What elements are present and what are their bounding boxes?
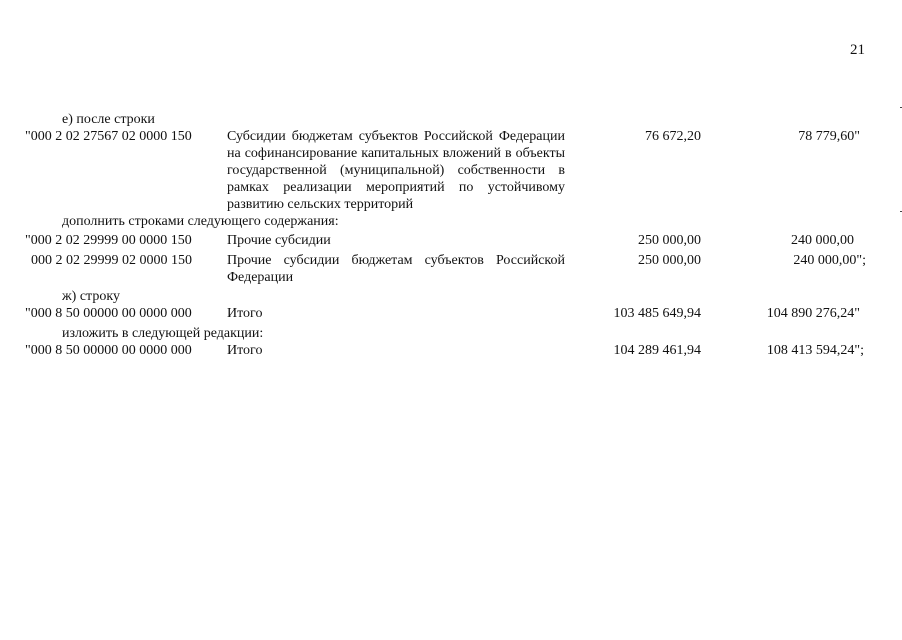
table-row (0, 305, 902, 322)
table-row (0, 252, 902, 286)
section-intro-add: дополнить строками следующего содержания: (62, 214, 339, 229)
budget-item-name: Прочие субсидии бюджетам субъектов Российской Федерации (227, 253, 565, 285)
page-number: 21 (850, 42, 865, 58)
budget-item-name: Итого (227, 343, 263, 358)
budget-code: "000 2 02 27567 02 0000 150 (25, 129, 192, 144)
section-intro-e: е) после строки (62, 112, 155, 127)
budget-item-name: Прочие субсидии (227, 233, 331, 248)
budget-code: 000 2 02 29999 02 0000 150 (31, 253, 192, 268)
section-intro-edit: изложить в следующей редакции: (62, 326, 264, 341)
amount-year-1: 250 000,00 (638, 233, 701, 248)
table-row (0, 342, 902, 359)
table-row (0, 128, 902, 213)
amount-year-1: 104 289 461,94 (613, 343, 701, 358)
amount-year-1: 76 672,20 (645, 129, 701, 144)
budget-item-name: Итого (227, 306, 263, 321)
amount-year-2: 104 890 276,24" (766, 306, 860, 321)
amount-year-1: 103 485 649,94 (613, 306, 701, 321)
budget-code: "000 8 50 00000 00 0000 000 (25, 306, 192, 321)
table-row (0, 232, 902, 249)
amount-year-2: 78 779,60" (798, 129, 860, 144)
amendment-body (0, 111, 902, 359)
budget-code: "000 2 02 29999 00 0000 150 (25, 233, 192, 248)
amount-year-2: 108 413 594,24"; (766, 343, 864, 358)
section-intro-zh: ж) строку (62, 289, 120, 304)
amount-year-2: 240 000,00"; (793, 253, 866, 268)
amount-year-1: 250 000,00 (638, 253, 701, 268)
amount-year-2: 240 000,00 (791, 233, 854, 248)
budget-item-name: Субсидии бюджетам субъектов Российской Федерации на софинансирование капитальных вложений в объекты государственной (муниципальной) собственности в рамках реализации мероприятий по устойчивому развитию сельских территорий (227, 129, 565, 212)
budget-code: "000 8 50 00000 00 0000 000 (25, 343, 192, 358)
